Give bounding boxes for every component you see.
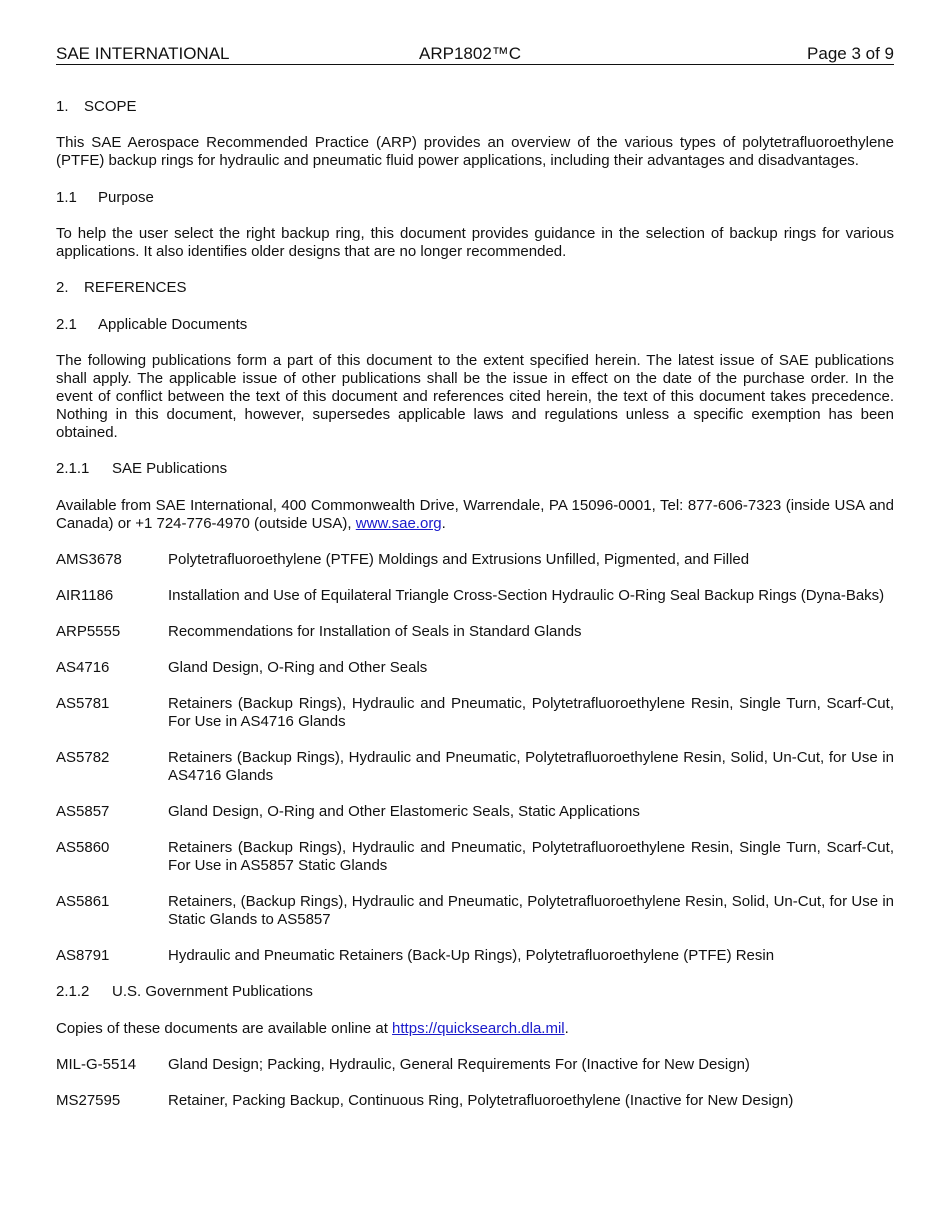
reference-entry bbox=[56, 695, 894, 731]
reference-code: MIL-G-5514 bbox=[56, 1056, 137, 1073]
reference-entry bbox=[56, 1092, 894, 1110]
reference-entry bbox=[56, 839, 894, 875]
heading-applicable-documents: 2.1 Applicable Documents bbox=[56, 316, 248, 333]
reference-entry bbox=[56, 893, 894, 929]
reference-title: Retainers (Backup Rings), Hydraulic and Pneumatic, Polytetrafluoroethylene Resin, Single Turn, Scarf-Cut, For Use in AS5857 Static Glands bbox=[168, 839, 894, 874]
reference-code: AMS3678 bbox=[56, 551, 122, 568]
reference-code: ARP5555 bbox=[56, 623, 121, 640]
applicable-paragraph: The following publications form a part of this document to the extent specified herein. The latest issue of SAE publications shall apply. The applicable issue of other publications shall be the issue in effect on the date of the purchase order. In the event of conflict between the text of this document and references cited herein, the text of this document takes precedence. Nothing in this document, however, supersedes applicable laws and regulations unless a specific exemption has been obtained. bbox=[56, 352, 894, 441]
sae-availability-paragraph: Available from SAE International, 400 Commonwealth Drive, Warrendale, PA 15096-0001, Tel: 877-606-7323 (inside USA and Canada) or +1 724-776-4970 (outside USA), www.sae.org. bbox=[56, 497, 894, 532]
reference-title: Polytetrafluoroethylene (PTFE) Moldings and Extrusions Unfilled, Pigmented, and Filled bbox=[168, 551, 750, 568]
reference-code: AS5782 bbox=[56, 749, 110, 766]
reference-title: Recommendations for Installation of Seals in Standard Glands bbox=[168, 623, 582, 640]
heading-purpose: 1.1 Purpose bbox=[56, 189, 154, 206]
reference-title: Installation and Use of Equilateral Triangle Cross-Section Hydraulic O-Ring Seal Backup Rings (Dyna-Baks) bbox=[168, 587, 885, 604]
reference-entry bbox=[56, 1056, 894, 1074]
reference-entry bbox=[56, 803, 894, 821]
reference-title: Retainers (Backup Rings), Hydraulic and Pneumatic, Polytetrafluoroethylene Resin, Solid, Un-Cut, for Use in AS4716 Glands bbox=[168, 749, 894, 784]
reference-title: Hydraulic and Pneumatic Retainers (Back-Up Rings), Polytetrafluoroethylene (PTFE) Resin bbox=[168, 947, 775, 964]
document-body bbox=[56, 98, 894, 1110]
reference-code: AS5781 bbox=[56, 695, 110, 712]
heading-government-publications: 2.1.2 U.S. Government Publications bbox=[56, 983, 313, 1000]
reference-title: Gland Design, O-Ring and Other Seals bbox=[168, 659, 428, 676]
reference-entry bbox=[56, 947, 894, 965]
sae-website-link[interactable]: www.sae.org bbox=[355, 515, 442, 532]
header-organization: SAE INTERNATIONAL bbox=[56, 44, 230, 63]
reference-entry bbox=[56, 659, 894, 677]
reference-entry bbox=[56, 551, 894, 569]
reference-title: Retainer, Packing Backup, Continuous Ring, Polytetrafluoroethylene (Inactive for New Design) bbox=[168, 1092, 794, 1109]
reference-code: MS27595 bbox=[56, 1092, 121, 1109]
header-document-id: ARP1802™C bbox=[419, 44, 522, 63]
reference-title: Retainers (Backup Rings), Hydraulic and Pneumatic, Polytetrafluoroethylene Resin, Single Turn, Scarf-Cut, For Use in AS4716 Glands bbox=[168, 695, 894, 730]
gov-availability-paragraph: Copies of these documents are available online at https://quicksearch.dla.mil. bbox=[56, 1020, 569, 1037]
heading-scope: 1. SCOPE bbox=[56, 98, 137, 115]
reference-code: AS5857 bbox=[56, 803, 110, 820]
government-reference-list bbox=[56, 1038, 894, 1110]
purpose-paragraph: To help the user select the right backup ring, this document provides guidance in the selection of backup rings for various applications. It also identifies older designs that are no longer recommended. bbox=[56, 225, 894, 260]
reference-code: AS8791 bbox=[56, 947, 110, 964]
header-page-number: Page 3 of 9 bbox=[807, 44, 894, 63]
scope-paragraph: This SAE Aerospace Recommended Practice (ARP) provides an overview of the various types of polytetrafluoroethylene (PTFE) backup rings for hydraulic and pneumatic fluid power applications, including their advantages and disadvantages. bbox=[56, 134, 894, 169]
reference-title: Retainers, (Backup Rings), Hydraulic and Pneumatic, Polytetrafluoroethylene Resin, Solid, Un-Cut, for Use in Static Glands to AS5857 bbox=[168, 893, 894, 928]
reference-entry bbox=[56, 587, 894, 605]
reference-code: AS5860 bbox=[56, 839, 110, 856]
reference-entry bbox=[56, 749, 894, 785]
reference-code: AS4716 bbox=[56, 659, 110, 676]
reference-title: Gland Design, O-Ring and Other Elastomeric Seals, Static Applications bbox=[168, 803, 640, 820]
quicksearch-link[interactable]: https://quicksearch.dla.mil bbox=[392, 1020, 565, 1037]
reference-title: Gland Design; Packing, Hydraulic, General Requirements For (Inactive for New Design) bbox=[168, 1056, 750, 1073]
reference-entry bbox=[56, 623, 894, 641]
heading-sae-publications: 2.1.1 SAE Publications bbox=[56, 460, 228, 477]
reference-code: AS5861 bbox=[56, 893, 110, 910]
heading-references: 2. REFERENCES bbox=[56, 279, 187, 296]
sae-reference-list bbox=[56, 533, 894, 965]
page-header bbox=[56, 44, 894, 65]
reference-code: AIR1186 bbox=[56, 587, 114, 604]
